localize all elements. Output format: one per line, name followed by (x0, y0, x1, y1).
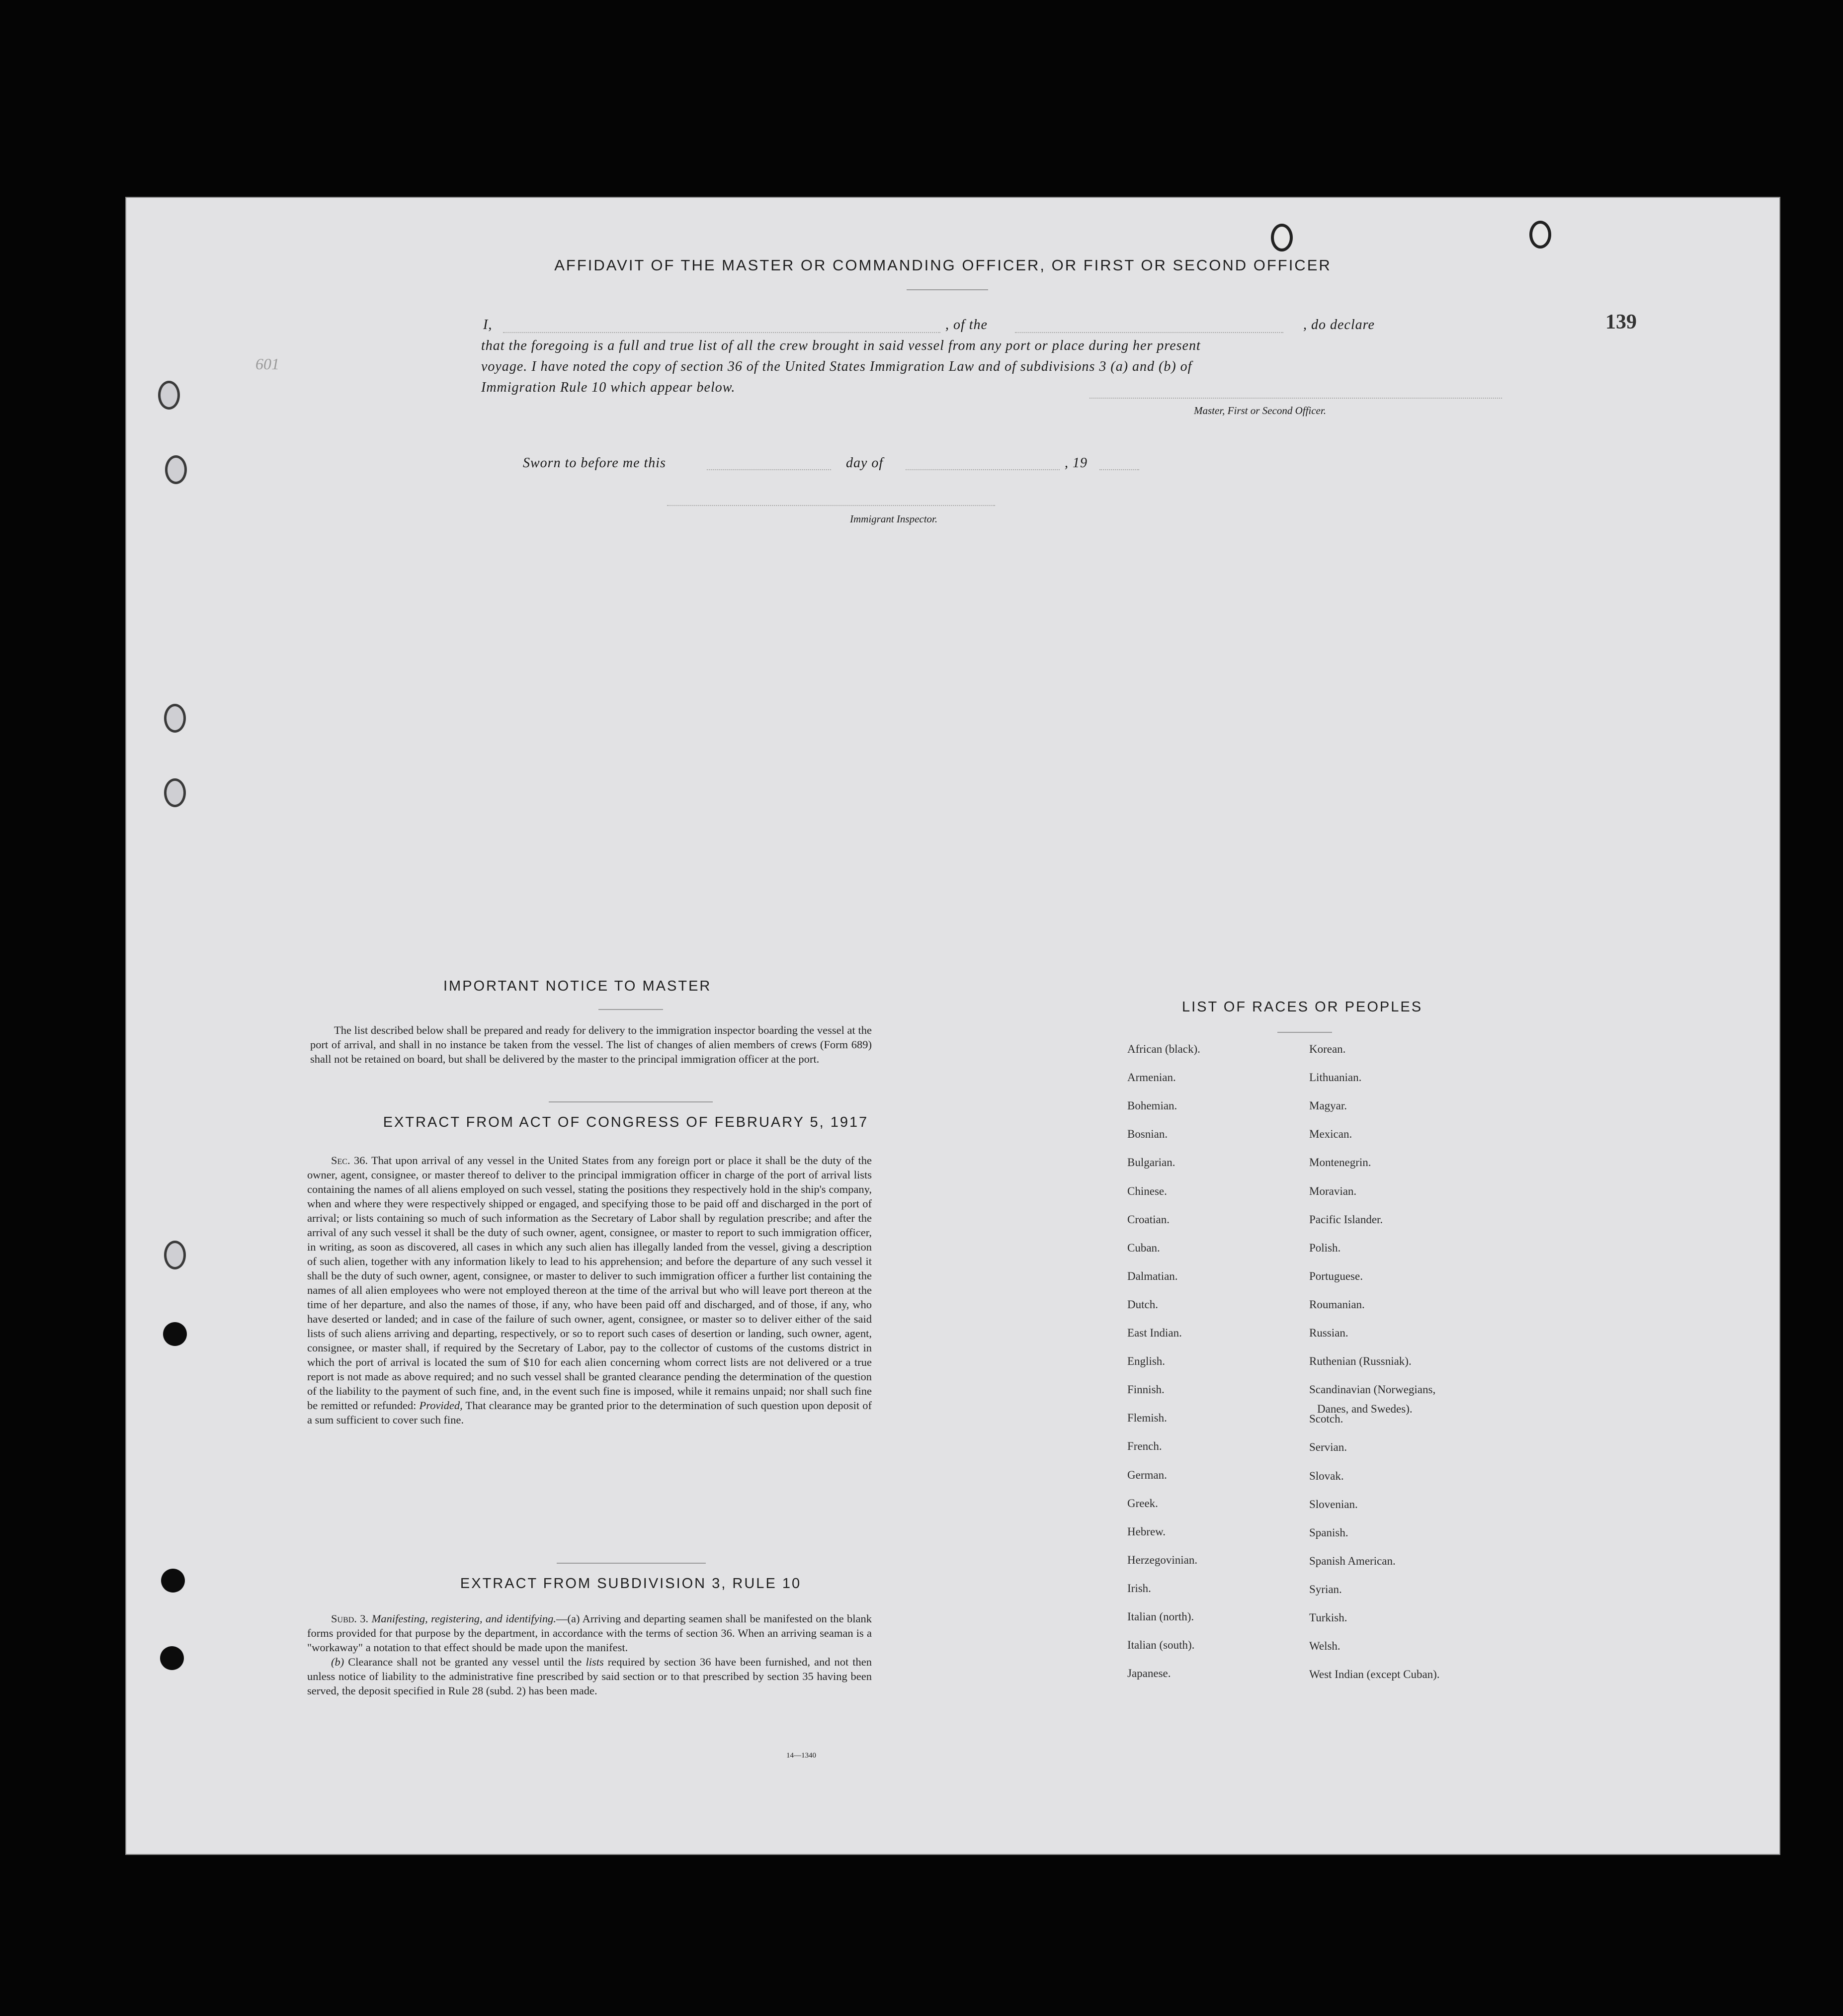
race-item: Irish. (1127, 1582, 1151, 1595)
race-item: Bulgarian. (1127, 1156, 1175, 1169)
race-item: German. (1127, 1468, 1167, 1481)
year-text: , 19 (1065, 455, 1088, 471)
race-item: Scandinavian (Norwegians, (1309, 1383, 1436, 1396)
race-item: African (black). (1127, 1043, 1200, 1055)
binder-hole (158, 381, 180, 410)
race-item: Armenian. (1127, 1071, 1176, 1084)
master-name-line (503, 332, 940, 333)
race-item: Japanese. (1127, 1667, 1171, 1680)
race-item: English. (1127, 1355, 1166, 1368)
subd-heading: Manifesting, registering, and identifying. (371, 1612, 557, 1625)
race-item: Greek. (1127, 1497, 1158, 1510)
vessel-name-line (1015, 332, 1283, 333)
race-item: Spanish. (1309, 1526, 1348, 1539)
race-item: Turkish. (1309, 1611, 1347, 1624)
act-text (307, 1153, 872, 1427)
inspector-caption: Immigrant Inspector. (850, 513, 938, 525)
race-item: Magyar. (1309, 1099, 1347, 1112)
day-of-text: day of (846, 455, 884, 471)
binder-hole (160, 1646, 184, 1670)
binder-hole (164, 1241, 186, 1269)
affidavit-line: voyage. I have noted the copy of section 36 of the United States Immigration Law and of subdivisions 3 (a) and (b) of (481, 359, 1192, 374)
binder-hole (165, 455, 187, 484)
section-label: Sec. 36. (331, 1154, 368, 1167)
race-item: Ruthenian (Russniak). (1309, 1355, 1412, 1368)
race-item: Polish. (1309, 1241, 1341, 1254)
subd-label: Subd. 3. (331, 1612, 369, 1625)
race-item: Croatian. (1127, 1213, 1170, 1226)
binder-hole (164, 778, 186, 807)
inspector-signature-line (667, 505, 995, 506)
race-item: Spanish American. (1309, 1554, 1396, 1567)
divider (907, 289, 988, 290)
race-item: Slovenian. (1309, 1498, 1358, 1511)
provided-word: Provided, (419, 1399, 463, 1412)
year-line (1099, 469, 1139, 470)
para-b-label: (b) (331, 1656, 344, 1668)
race-item: Hebrew. (1127, 1525, 1166, 1538)
lists-word: lists (586, 1656, 604, 1668)
race-item: Dalmatian. (1127, 1269, 1178, 1282)
race-item: Servian. (1309, 1441, 1347, 1454)
race-item: French. (1127, 1440, 1162, 1453)
affidavit-of-the: , of the (945, 317, 988, 333)
binder-hole (164, 704, 186, 733)
divider (1277, 1032, 1332, 1033)
sworn-month-line (906, 469, 1060, 470)
document-page (125, 197, 1780, 1855)
sworn-text: Sworn to before me this (523, 455, 666, 471)
rule-text (307, 1611, 872, 1698)
race-item: Flemish. (1127, 1412, 1167, 1425)
affidavit-line: Immigration Rule 10 which appear below. (481, 380, 736, 395)
page-number: 139 (1605, 311, 1637, 334)
race-item: Italian (south). (1127, 1639, 1195, 1652)
binder-hole (163, 1322, 187, 1346)
act-title: EXTRACT FROM ACT OF CONGRESS OF FEBRUARY 5, 1917 (383, 1114, 869, 1130)
race-item: West Indian (except Cuban). (1309, 1668, 1440, 1681)
race-item: Montenegrin. (1309, 1156, 1371, 1169)
master-caption: Master, First or Second Officer. (1194, 405, 1326, 417)
race-item: Finnish. (1127, 1383, 1165, 1396)
race-item: Portuguese. (1309, 1269, 1363, 1282)
divider (549, 1101, 713, 1102)
margin-mark: 601 (255, 355, 279, 373)
notice-text: The list described below shall be prepared and ready for delivery to the immigration inspector boarding the vessel at the port of arrival, and shall in no instance be taken from the vessel. The list of changes of alien members of crews (Form 689) shall not be retained on board, but shall be delivered by the master to the principal immigration officer at the port. (310, 1024, 872, 1065)
race-item: Dutch. (1127, 1298, 1158, 1311)
race-item: Moravian. (1309, 1184, 1357, 1197)
binder-hole (1271, 224, 1293, 252)
signature-line (1089, 398, 1502, 399)
race-item: Korean. (1309, 1043, 1346, 1055)
race-item: Herzegovinian. (1127, 1553, 1198, 1566)
divider (557, 1563, 706, 1564)
rule-title: EXTRACT FROM SUBDIVISION 3, RULE 10 (460, 1576, 802, 1592)
races-title: LIST OF RACES OR PEOPLES (1182, 999, 1423, 1015)
notice-title: IMPORTANT NOTICE TO MASTER (443, 978, 712, 994)
race-item: Welsh. (1309, 1640, 1340, 1653)
affidavit-title: AFFIDAVIT OF THE MASTER OR COMMANDING OFFICER, OR FIRST OR SECOND OFFICER (554, 256, 1332, 274)
race-item: Bosnian. (1127, 1128, 1168, 1141)
race-item: Scotch. (1309, 1413, 1343, 1426)
race-item-continuation: Danes, and Swedes). (1317, 1403, 1413, 1415)
race-item: Roumanian. (1309, 1298, 1365, 1311)
race-item: Mexican. (1309, 1128, 1352, 1141)
form-number: 14—1340 (786, 1752, 816, 1760)
race-item: Pacific Islander. (1309, 1213, 1383, 1226)
race-item: Bohemian. (1127, 1099, 1177, 1112)
race-item: Cuban. (1127, 1241, 1160, 1254)
race-item: East Indian. (1127, 1327, 1182, 1339)
affidavit-i: I, (483, 317, 493, 333)
race-item: Russian. (1309, 1327, 1348, 1339)
race-item: Syrian. (1309, 1583, 1342, 1596)
affidavit-do-declare: , do declare (1303, 317, 1375, 333)
act-body-end: That clearance may be granted prior to the determination of such question upon deposit of a sum sufficient to cover such fine. (307, 1399, 872, 1426)
binder-hole (1529, 221, 1551, 249)
race-item: Slovak. (1309, 1469, 1344, 1482)
race-item: Italian (north). (1127, 1610, 1194, 1623)
act-body: That upon arrival of any vessel in the United States from any foreign port or place it shall be the duty of the owner, agent, consignee, or master thereof to deliver to the principal immigration officer in charge of the port of arrival lists containing the names of all aliens employed on such vessel, stating the positions they respectively hold in the ship's company, when and where they were respectively shipped or engaged, and specifying those to be paid off and discharged in the port of arrival; or lists containing so much of such information as the Secretary of Labor shall by regulation prescribe; and after the arrival of any such vessel it shall be the duty of such owner, agent, consignee, or master to report to such immigration officer, in writing, as soon as discovered, all cases in which any such alien has illegally landed from the vessel, giving a description of such alien, together with any information likely to lead to his apprehension; and before the departure of any such vessel it shall be the duty of such owner, agent, consignee, or master to deliver to such immigration officer a further list containing the names of all alien employees who were not employed thereon at the time of the arrival but who will leave port thereon at the time of her departure, and also the names of those, if any, who have been paid off and discharged, and of those, if any, who have deserted or landed; and in case of the failure of such owner, agent, consignee, or master so to deliver either of the said lists of such aliens arriving and departing, respectively, or so to report such cases of desertion or landing, such owner, agent, consignee, or master shall, if required by the Secretary of Labor, pay to the collector of customs of the customs district in which the port of arrival is located the sum of $10 for each alien concerning whom correct lists are not delivered or a true report is not made as above required; and no such vessel shall be granted clearance pending the determination of the question of the liability to the payment of such fine, and, in the event such fine is imposed, while it remains unpaid; nor shall such fine be remitted or refunded: (307, 1154, 872, 1412)
divider (598, 1009, 663, 1010)
race-item: Lithuanian. (1309, 1071, 1362, 1084)
para-b-text: required by section 36 have been furnished, and not then unless notice of liability to the administrative fine prescribed by said section or to that prescribed by section 35 having been served, the deposit specified in Rule 28 (subd. 2) has been made. (307, 1656, 872, 1697)
race-item: Chinese. (1127, 1184, 1167, 1197)
para-a: —(a) Arriving and departing seamen shall be manifested on the blank forms provided for that purpose by the department, in accordance with the terms of section 36. When an arriving seaman is a "workaway" a notation to that effect should be made upon the manifest. (307, 1612, 872, 1654)
para-b-text: Clearance shall not be granted any vessel until the (348, 1656, 582, 1668)
affidavit-line: that the foregoing is a full and true list of all the crew brought in said vessel from any port or place during her present (481, 338, 1201, 353)
sworn-day-line (707, 469, 831, 470)
